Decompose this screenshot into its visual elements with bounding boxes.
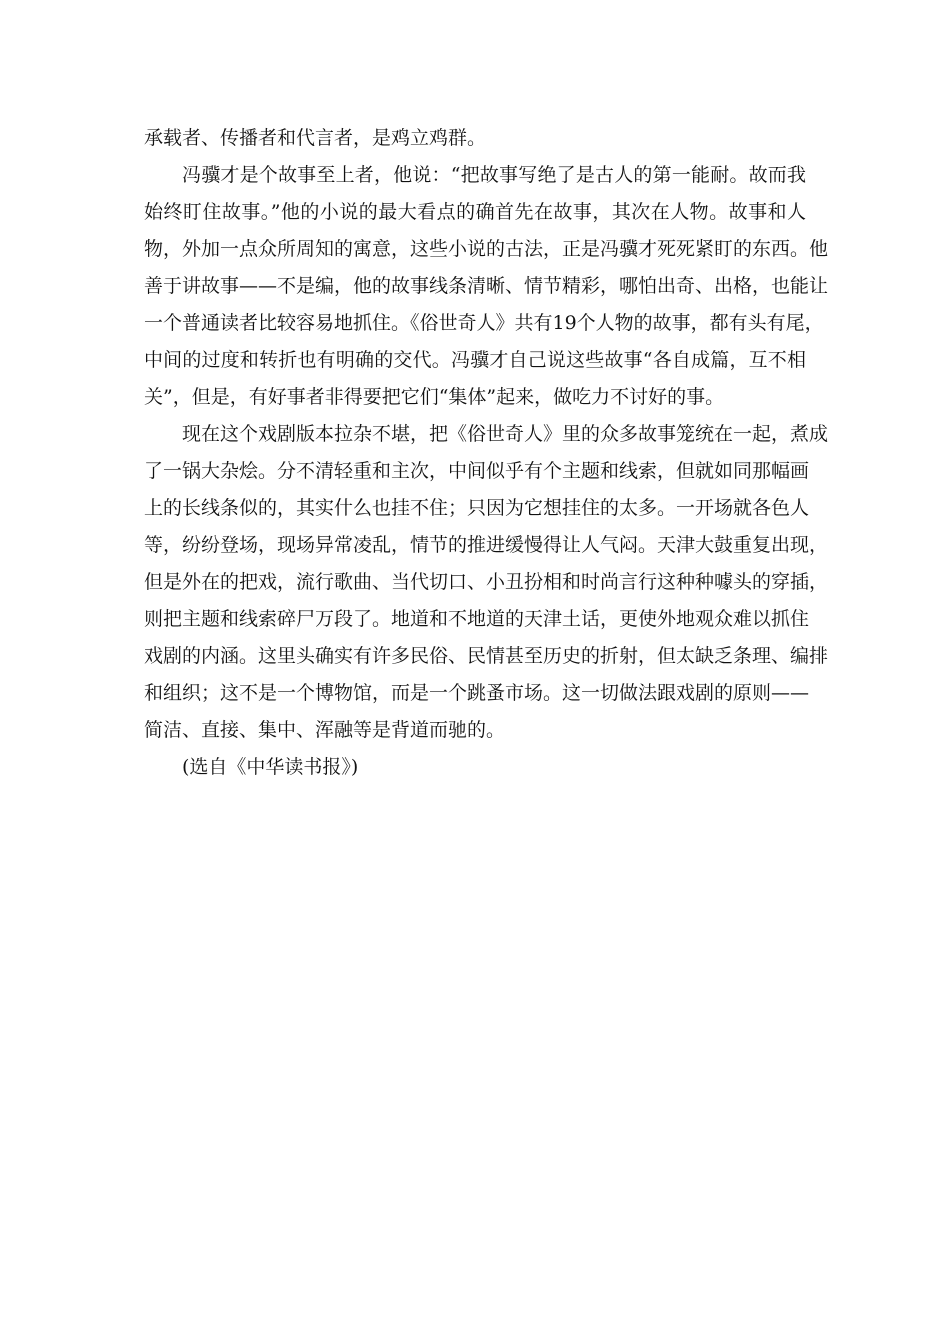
- text-line: 则把主题和线索碎尸万段了。地道和不地道的天津土话，更使外地观众难以抓住: [144, 608, 810, 630]
- text-line: 一个普通读者比较容易地抓住。《俗世奇人》共有19个人物的故事，都有头有尾，: [144, 312, 824, 334]
- text-line: 现在这个戏剧版本拉杂不堪，把《俗世奇人》里的众多故事笼统在一起，煮成: [182, 423, 829, 445]
- text-line: 上的长线条似的，其实什么也挂不住；只因为它想挂住的太多。一开场就各色人: [144, 497, 810, 519]
- paragraph-1: [144, 120, 806, 157]
- text-line: 和组织；这不是一个博物馆，而是一个跳蚤市场。这一切做法跟戏剧的原则——: [144, 682, 810, 704]
- paragraph-3: [144, 416, 829, 749]
- text-line: 物，外加一点众所周知的寓意，这些小说的古法，正是冯骥才死死紧盯的东西。他: [144, 238, 829, 260]
- text-line: 简洁、直接、集中、浑融等是背道而驰的。: [144, 719, 506, 741]
- text-line: 中间的过度和转折也有明确的交代。冯骥才自己说这些故事“各自成篇，互不相: [144, 349, 806, 371]
- text-line: 冯骥才是个故事至上者，他说：“把故事写绝了是古人的第一能耐。故而我: [182, 164, 806, 186]
- text-line: 承载者、传播者和代言者，是鸡立鸡群。: [144, 127, 487, 149]
- text-line: 关”，但是，有好事者非得要把它们“集体”起来，做吃力不讨好的事。: [144, 386, 725, 408]
- text-line: 了一锅大杂烩。分不清轻重和主次，中间似乎有个主题和线索，但就如同那幅画: [144, 460, 810, 482]
- paragraph-2: [144, 157, 829, 416]
- source-citation: (选自《中华读书报》): [182, 756, 359, 778]
- article-body: [144, 120, 829, 786]
- text-line: 善于讲故事——不是编，他的故事线条清晰、情节精彩，哪怕出奇、出格，也能让: [144, 275, 829, 297]
- text-line: 戏剧的内涵。这里头确实有许多民俗、民情甚至历史的折射，但太缺乏条理、编排: [144, 645, 829, 667]
- text-line: 始终盯住故事。”他的小说的最大看点的确首先在故事，其次在人物。故事和人: [144, 201, 806, 223]
- text-line: 但是外在的把戏，流行歌曲、当代切口、小丑扮相和时尚言行这种种噱头的穿插，: [144, 571, 829, 593]
- text-line: 等，纷纷登场，现场异常凌乱，情节的推进缓慢得让人气闷。天津大鼓重复出现，: [144, 534, 829, 556]
